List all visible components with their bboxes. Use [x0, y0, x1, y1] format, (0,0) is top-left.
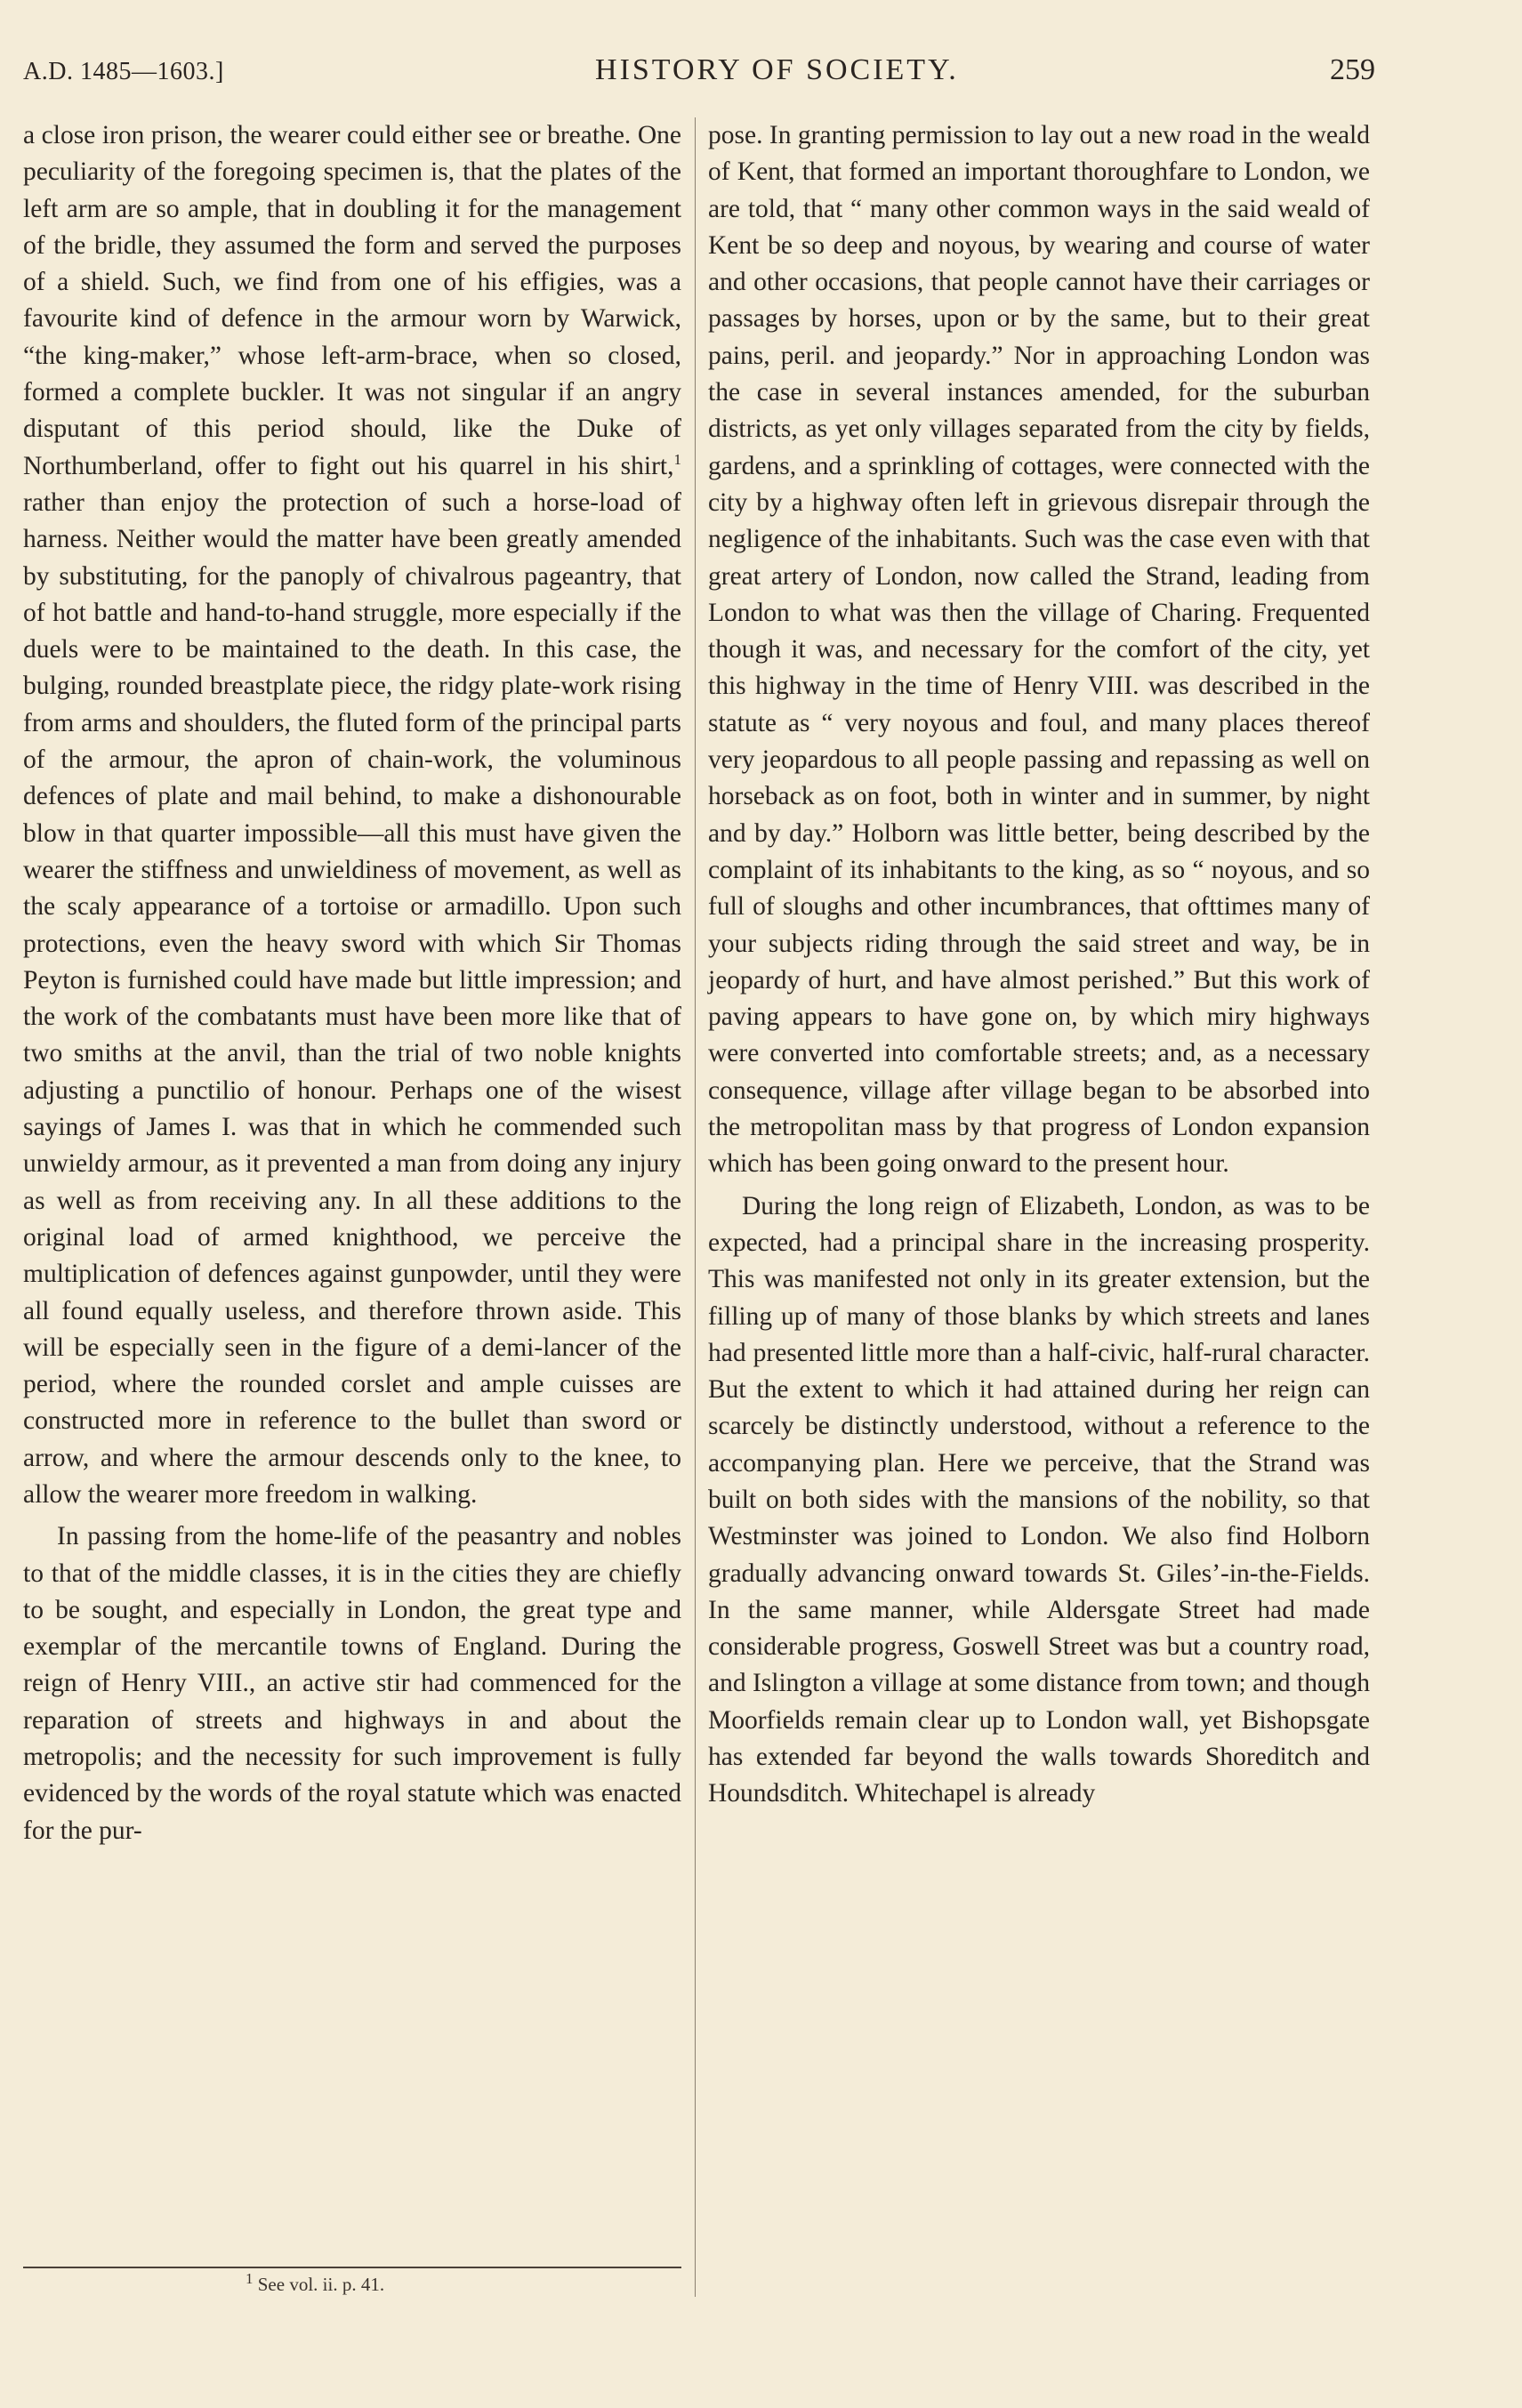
page-number: 259 — [1330, 53, 1375, 86]
footnote — [246, 2270, 385, 2296]
header-title: HISTORY OF SOCIETY. — [595, 53, 959, 86]
header-date-range: A.D. 1485—1603.] — [23, 58, 224, 85]
footnote-text: See vol. ii. p. 41. — [257, 2274, 385, 2295]
right-column — [708, 117, 1370, 1813]
left-column — [23, 117, 681, 1849]
footnote-reference[interactable]: 1 — [673, 450, 681, 468]
column-divider — [695, 117, 696, 2297]
footnote-mark: 1 — [246, 2270, 254, 2287]
right-paragraph-2: During the long reign of Elizabeth, London, as was to be expected, had a principal share in the increasing prosperity. This was manifested not only in its greater extension, but the filling up of many of those blanks by which streets and lanes had presented little more than a half-civic, half-rural character. But the extent to which it had attained during her reign can scarcely be distinctly understood, without a reference to the accompanying plan. Here we perceive, that the Strand was built on both sides with the mansions of the nobility, so that Westminster was joined to London. We also find Holborn gradually advancing onward towards St. Giles’-in-the-Fields. In the same manner, while Aldersgate Street had made considerable progress, Goswell Street was but a country road, and Islington a village at some distance from town; and though Moorfields remain clear up to London wall, yet Bishopsgate has extended far beyond the walls towards Shoreditch and Houndsditch. Whitechapel is already — [708, 1191, 1370, 1808]
left-paragraph-1-continued: rather than enjoy the protection of such a horse-load of harness. Neither would the matter have been greatly amended by substituting, for the panoply of chivalrous pageantry, that of hot battle and hand-to-hand struggle, more especially if the duels were to be maintained to the death. In this case, the bulging, rounded breastplate piece, the ridgy plate-work rising from arms and shoulders, the fluted form of the principal parts of the armour, the apron of chain-work, the voluminous defences of plate and mail behind, to make a dishonourable blow in that quarter impossible—all this must have given the wearer the stiffness and unwieldiness of movement, as well as the scaly appearance of a tortoise or armadillo. Upon such protections, even the heavy sword with which Sir Thomas Peyton is furnished could have made but little impression; and the work of the combatants must have been more like that of two smiths at the anvil, than the trial of two noble knights adjusting a punctilio of honour. Perhaps one of the wisest sayings of James I. was that in which he commended such unwieldy armour, as it prevented a man from doing any injury as well as from receiving any. In all these additions to the original load of armed knighthood, we perceive the multiplication of defences against gunpowder, until they were all found equally useless, and therefore thrown aside. This will be especially seen in the figure of a demi-lancer of the period, where the rounded corslet and ample cuisses are constructed more in reference to the bullet than sword or arrow, and where the armour descends only to the knee, to allow the wearer more freedom in walking. — [23, 487, 681, 1509]
running-header — [23, 53, 1375, 93]
right-paragraph-1: pose. In granting permission to lay out a new road in the weald of Kent, that formed an important thoroughfare to London, we are told, that “ many other common ways in the said weald of Kent be so deep and noyous, by wearing and course of water and other occasions, that people cannot have their carriages or passages by horses, upon or by the same, but to their great pains, peril. and jeopardy.” Nor in approaching London was the case in several instances amended, for the suburban districts, as yet only villages separated from the city by fields, gardens, and a sprinkling of cottages, were connected with the city by a highway often left in grievous disrepair through the negligence of the inhabitants. Such was the case even with that great artery of London, now called the Strand, leading from London to what was then the village of Charing. Frequented though it was, and necessary for the comfort of the city, yet this highway in the time of Henry VIII. was described in the statute as “ very noyous and foul, and many places thereof very jeopardous to all people passing and repassing as well on horseback as on foot, both in winter and in summer, by night and by day.” Holborn was little better, being described by the complaint of its inhabitants to the king, as so “ noyous, and so full of sloughs and other incumbrances, that ofttimes many of your subjects riding through the said street and way, be in jeopardy of hurt, and have almost perished.” But this work of paving appears to have gone on, by which miry highways were converted into comfortable streets; and, as a necessary consequence, village after village began to be absorbed into the metropolitan mass by that progress of London expansion which has been going onward to the present hour. — [708, 121, 1370, 1179]
footnote-rule — [23, 2267, 681, 2268]
left-paragraph-1 — [23, 117, 681, 1513]
left-paragraph-1-text: a close iron prison, the wearer could either see or breathe. One peculiarity of the foregoing specimen is, that the plates of the left arm are so ample, that in doubling it for the management of the bridle, they assumed the form and served the purposes of a shield. Such, we find from one of his effigies, was a favourite kind of defence in the armour worn by Warwick, “the king-maker,” whose left-arm-brace, when so closed, formed a complete buckler. It was not singular if an angry disputant of this period should, like the Duke of Northumberland, offer to fight out his quarrel in his shirt, — [23, 121, 681, 480]
left-paragraph-2: In passing from the home-life of the peasantry and nobles to that of the middle classes, it is in the cities they are chiefly to be sought, and especially in London, the great type and exemplar of the mercantile towns of England. During the reign of Henry VIII., an active stir had commenced for the reparation of streets and highways in and about the metropolis; and the necessity for such improvement is fully evidenced by the words of the royal statute which was enacted for the pur- — [23, 1522, 681, 1845]
